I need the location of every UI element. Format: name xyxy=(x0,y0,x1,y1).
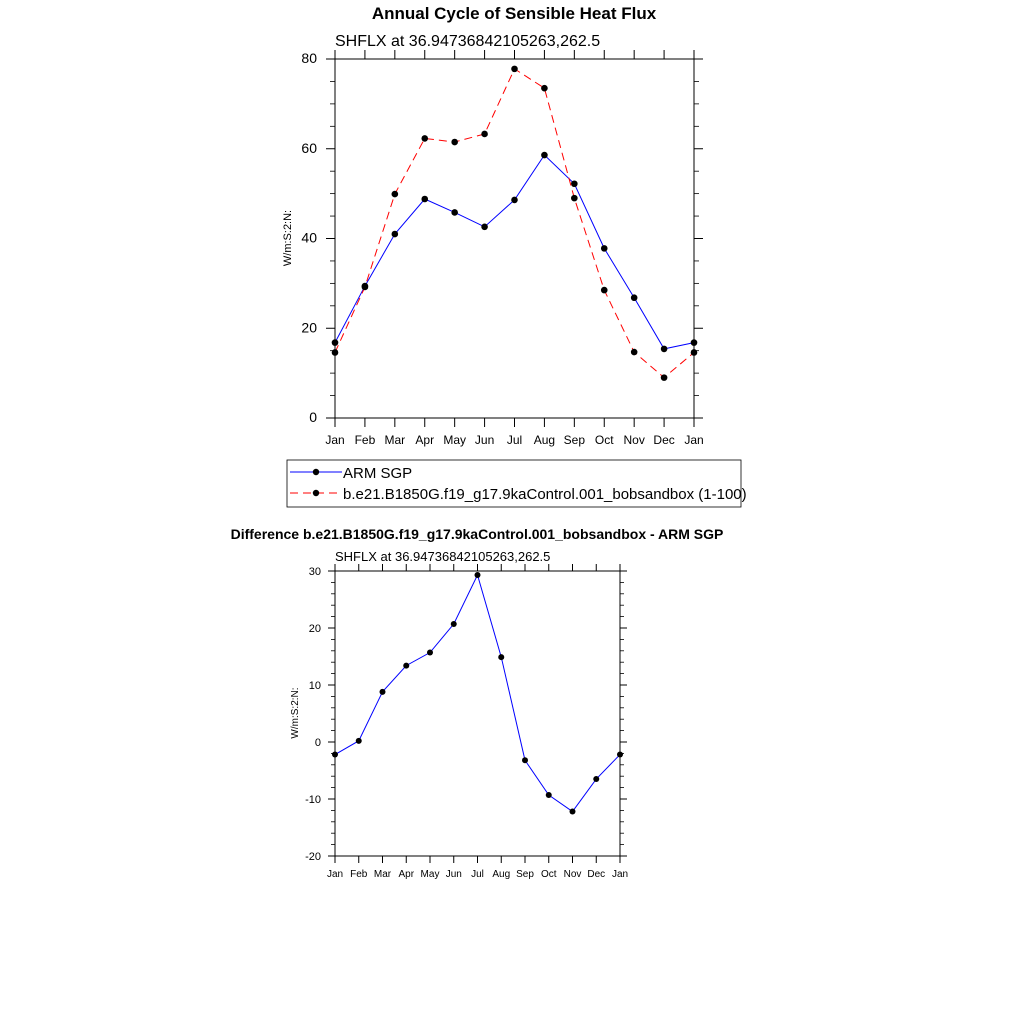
c1-series-1-point xyxy=(362,284,369,291)
c2-xtick-label: Apr xyxy=(398,869,415,880)
c2-ytick-label: -10 xyxy=(305,794,321,806)
c1-series-0-point xyxy=(571,180,578,187)
c1-series-1-point xyxy=(631,349,638,356)
c2-xtick-label: Feb xyxy=(350,869,368,880)
legend-obs-marker xyxy=(313,469,319,475)
c1-series-line-1 xyxy=(335,69,694,378)
c1-series-0-point xyxy=(421,196,428,203)
c1-series-0-point xyxy=(511,197,518,204)
c1-ytick-label: 80 xyxy=(301,50,317,66)
c2-series-0-point xyxy=(356,738,362,744)
c2-series-0-point xyxy=(475,572,481,578)
c2-ytick-label: 10 xyxy=(308,680,321,692)
c1-series-0-point xyxy=(332,339,339,346)
c1-series-0-point xyxy=(451,209,458,216)
c2-series-0-point xyxy=(617,752,623,758)
c2-xtick-label: Oct xyxy=(540,869,557,880)
chart1-y-axis-label: W/m:S:2:N: xyxy=(282,209,294,267)
c2-xtick-label: Sep xyxy=(516,869,534,880)
c1-xtick-label: Dec xyxy=(653,433,675,447)
chart2-y-tick-labels xyxy=(305,566,321,863)
c2-series-line-0 xyxy=(335,575,620,812)
c2-series-0-point xyxy=(570,809,576,815)
c2-ytick-label: 30 xyxy=(308,566,321,578)
c2-ytick-label: -20 xyxy=(305,851,321,863)
c1-series-0-point xyxy=(481,224,488,231)
c1-xtick-label: Jun xyxy=(474,433,495,447)
chart1-y-tick-labels xyxy=(301,50,317,425)
c1-ytick-label: 20 xyxy=(301,319,317,336)
chart1-ticks xyxy=(326,50,703,427)
c1-xtick-label: Sep xyxy=(563,433,586,447)
c1-xtick-label: May xyxy=(443,433,467,447)
c1-series-1-point xyxy=(392,191,399,198)
c1-series-line-0 xyxy=(335,155,694,349)
c2-xtick-label: May xyxy=(420,869,440,880)
c1-series-0-point xyxy=(541,152,548,159)
c1-series-0-point xyxy=(661,346,668,353)
legend-model-marker xyxy=(313,490,319,496)
c1-xtick-label: Jan xyxy=(684,433,704,447)
c1-series-0-point xyxy=(691,339,698,346)
c2-series-0-point xyxy=(593,776,599,782)
c1-series-1-point xyxy=(571,195,578,202)
chart2-series xyxy=(332,572,623,815)
c1-xtick-label: Mar xyxy=(384,433,406,447)
legend-obs-label: ARM SGP xyxy=(343,465,413,482)
c2-xtick-label: Jun xyxy=(445,869,462,880)
c1-ytick-label: 40 xyxy=(301,229,317,246)
chart1-subtitle: SHFLX at 36.94736842105263,262.5 xyxy=(335,33,601,50)
difference-title: Difference b.e21.B1850G.f19_g17.9kaControl.001_bobsandbox - ARM SGP xyxy=(230,526,724,542)
c2-ytick-label: 0 xyxy=(314,737,321,749)
c1-xtick-label: Nov xyxy=(623,433,645,447)
chart1-series xyxy=(332,66,698,381)
c1-series-1-point xyxy=(661,374,668,381)
c1-series-1-point xyxy=(541,85,548,92)
legend-model-label: b.e21.B1850G.f19_g17.9kaControl.001_bobsandbox (1-100) xyxy=(343,486,747,503)
c2-xtick-label: Mar xyxy=(373,869,392,880)
chart2-x-tick-labels xyxy=(327,869,628,880)
chart2-ticks xyxy=(328,564,627,863)
c2-series-0-point xyxy=(546,792,552,798)
c1-series-0-point xyxy=(601,245,608,252)
c2-series-0-point xyxy=(451,621,457,627)
main-title: Annual Cycle of Sensible Heat Flux xyxy=(371,4,657,23)
c2-series-0-point xyxy=(332,752,338,758)
c1-xtick-label: Jan xyxy=(325,433,345,447)
c1-series-1-point xyxy=(421,135,428,142)
c1-series-1-point xyxy=(691,349,698,356)
c1-xtick-label: Apr xyxy=(415,433,435,447)
c2-series-0-point xyxy=(522,757,528,763)
c2-series-0-point xyxy=(380,689,386,695)
c1-series-1-point xyxy=(511,66,518,73)
c1-xtick-label: Oct xyxy=(594,433,614,447)
c1-series-1-point xyxy=(332,349,339,356)
legend xyxy=(287,460,747,507)
c1-series-0-point xyxy=(631,294,638,301)
c2-xtick-label: Aug xyxy=(492,869,511,880)
chart2-y-axis-label: W/m:S:2:N: xyxy=(290,687,301,739)
c2-xtick-label: Jan xyxy=(611,869,629,880)
c1-series-1-point xyxy=(601,287,608,294)
c1-xtick-label: Jul xyxy=(506,433,523,447)
chart2-plot-frame xyxy=(335,571,620,856)
c2-xtick-label: Jul xyxy=(471,869,484,880)
c2-series-0-point xyxy=(427,650,433,656)
c2-xtick-label: Dec xyxy=(587,869,606,880)
chart1-x-tick-labels xyxy=(325,433,703,447)
c1-series-0-point xyxy=(392,231,399,238)
chart1-plot-frame xyxy=(335,59,694,418)
c1-xtick-label: Aug xyxy=(533,433,556,447)
annual-cycle-chart xyxy=(282,33,704,447)
c2-series-0-point xyxy=(403,663,409,669)
difference-chart xyxy=(290,549,628,880)
chart2-subtitle: SHFLX at 36.94736842105263,262.5 xyxy=(335,549,551,564)
c1-series-1-point xyxy=(481,131,488,138)
c2-series-0-point xyxy=(498,654,504,660)
c2-ytick-label: 20 xyxy=(308,623,321,635)
c1-xtick-label: Feb xyxy=(354,433,376,447)
c1-ytick-label: 60 xyxy=(301,139,317,156)
c1-ytick-label: 0 xyxy=(309,409,317,425)
c2-xtick-label: Nov xyxy=(563,869,582,880)
c1-series-1-point xyxy=(451,139,458,146)
c2-xtick-label: Jan xyxy=(326,869,344,880)
